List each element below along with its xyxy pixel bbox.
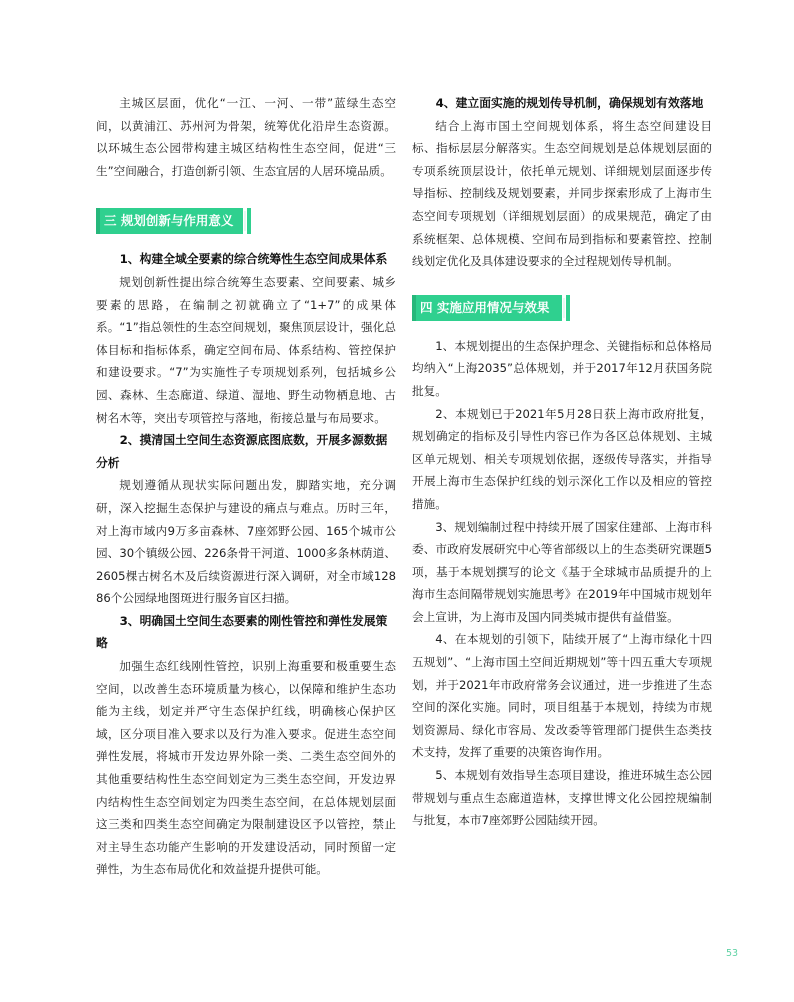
- subheading-1: 1、构建全域全要素的综合统筹性生态空间成果体系: [119, 252, 388, 267]
- bracket-icon: [247, 208, 251, 234]
- page-number: 53: [726, 948, 739, 959]
- list-item: 3、规划编制过程中持续开展了国家住建部、上海市科委、市政府发展研究中心等省部级以上的生态类研究课题5项，基于本规划撰写的论文《基于全球城市品质提升的上海市生态间隔带规划实施思考》在2019年中国城市规划年会上宣讲，为上海市及国内同类城市提供有益借鉴。: [412, 519, 712, 624]
- bracket-inner-icon: [563, 298, 565, 318]
- section-bar-accent: [96, 208, 100, 234]
- right-column: [412, 92, 712, 832]
- list-item: 4、在本规划的引领下，陆续开展了“上海市绿化十四五规划”、“上海市国土空间近期规划”等十四五重大专项规划，并于2021年市政府常务会议通过，进一步推进了生态空间的深化实施。同时，项目组基于本规划，持续为市规划资源局、绿化市容局、发改委等管理部门提供生态类技术支持，发挥了重要的决策咨询作用。: [412, 632, 712, 760]
- paragraph-4: 结合上海市国土空间规划体系，将生态空间建设目标、指标层层分解落实。生态空间规划是总体规划层面的专项系统顶层设计，依托单元规划、详细规划层面逐步传导指标、控制线及规划要素，并同步探索形成了上海市生态空间专项规划（详细规划层面）的成果规范，确定了由系统框架、总体规模、空间布局到指标和要素管控、控制线划定优化及具体建设要求的全过程规划传导机制。: [412, 118, 712, 269]
- section-header-implementation: [412, 295, 562, 321]
- paragraph-3: 加强生态红线刚性管控，识别上海重要和极重要生态空间，以改善生态环境质量为核心，以保障和维护生态功能为主线，划定并严守生态保护红线，明确核心保护区域，区分项目准入要求以及行为准入要求。促进生态空间弹性发展，将城市开发边界外除一类、二类生态空间外的其他重要结构性生态空间划定为三类生态空间，开发边界内结构性生态空间划定为四类生态空间，在总体规划层面这三类和四类生态空间确定为限制建设区予以管控，禁止对主导生态功能产生影响的开发建设活动，同时预留一定弹性，为生态布局优化和效益提升提供可能。: [96, 659, 396, 877]
- section-title: 三 规划创新与作用意义: [104, 213, 234, 229]
- section-header-innovation: [96, 208, 243, 234]
- subheading-3: 3、明确国土空间生态要素的刚性管控和弹性发展策略: [96, 613, 388, 651]
- section-bar-accent: [412, 295, 416, 321]
- list-item: 1、本规划提出的生态保护理念、关键指标和总体格局均纳入“上海2035”总体规划，并于2017年12月获国务院批复。: [412, 338, 712, 398]
- left-column: [96, 92, 396, 881]
- bracket-inner-icon: [244, 211, 246, 231]
- list-item: 5、本规划有效指导生态项目建设，推进环城生态公园带规划与重点生态廊道造林，支撑世博文化公园控规编制与批复，本市7座郊野公园陆续开园。: [412, 768, 712, 828]
- paragraph-2: 规划遵循从现状实际问题出发，脚踏实地，充分调研，深入挖掘生态保护与建设的痛点与难点。历时三年，对上海市域内9万多亩森林、7座郊野公园、165个城市公园、30个镇级公园、226条骨干河道、1000多条林荫道、2605棵古树名木及后续资源进行深入调研，对全市域12886个公园绿地图斑进行服务盲区扫描。: [96, 478, 396, 606]
- intro-paragraph: 主城区层面，优化“一江、一河、一带”蓝绿生态空间，以黄浦江、苏州河为骨架，统筹优化沿岸生态资源。以环城生态公园带构建主城区结构性生态空间，促进“三生”空间融合，打造创新引领、生态宜居的人居环境品质。: [96, 96, 396, 178]
- list-item: 2、本规划已于2021年5月28日获上海市政府批复，规划确定的指标及引导性内容已作为各区总体规划、主城区单元规划、相关专项规划依据，逐级传导落实，并指导开展上海市生态保护红线的划示深化工作以及相应的管控措施。: [412, 406, 712, 511]
- subheading-2: 2、摸清国土空间生态资源底图底数，开展多源数据分析: [96, 433, 388, 470]
- bracket-icon: [566, 295, 570, 321]
- subheading-4: 4、建立面实施的规划传导机制，确保规划有效落地: [435, 96, 704, 110]
- section-title: 四 实施应用情况与效果: [420, 299, 550, 315]
- paragraph-1: 规划创新性提出综合统筹生态要素、空间要素、城乡要素的思路，在编制之初就确立了“1+7”的成果体系。“1”指总领性的生态空间规划，聚焦顶层设计，强化总体目标和指标体系，确定空间布局、体系结构、管控保护和建设要求。“7”为实施性子专项规划系列，包括城乡公园、森林、生态廊道、绿道、湿地、野生动物栖息地、古树名木等，突出专项管控与落地，衔接总量与布局要求。: [96, 274, 396, 425]
